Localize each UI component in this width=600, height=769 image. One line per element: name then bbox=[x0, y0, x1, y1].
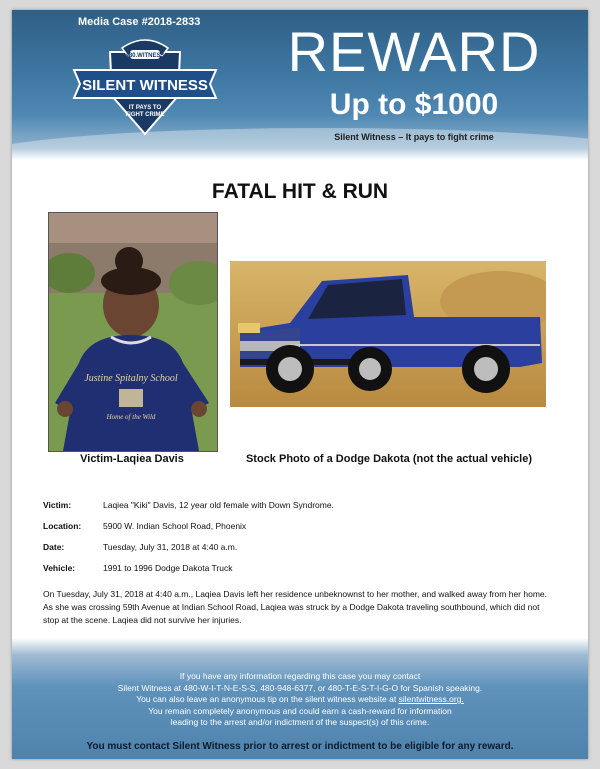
flyer-page bbox=[12, 10, 588, 759]
detail-value: 1991 to 1996 Dodge Dakota Truck bbox=[103, 563, 233, 573]
detail-value: Laqiea "Kiki" Davis, 12 year old female with Down Syndrome. bbox=[103, 500, 334, 510]
victim-shirt-sub-text: Home of the Wild bbox=[106, 413, 156, 421]
victim-photo bbox=[48, 212, 218, 452]
case-narrative: On Tuesday, July 31, 2018 at 4:40 a.m., Laqiea Davis left her residence unbeknownst to her mother, and walked away from her home. As she was crossing 59th Avenue at Indian School Road, Laqiea was struck by a Dodge Dakota traveling southbound, which did not stop at the scene. Laqiea did not survive her injuries. bbox=[43, 589, 547, 625]
logo-top-text: 480.WITNESS bbox=[125, 53, 165, 59]
footer-contact-info bbox=[32, 671, 568, 729]
footer-line-3 bbox=[32, 694, 568, 706]
truck-caption: Stock Photo of a Dodge Dakota (not the actual vehicle) bbox=[245, 453, 533, 465]
detail-label: Vehicle: bbox=[43, 563, 76, 573]
detail-label: Victim: bbox=[43, 500, 72, 510]
header-banner bbox=[12, 10, 588, 160]
detail-value: Tuesday, July 31, 2018 at 4:40 a.m. bbox=[103, 542, 238, 552]
detail-row-victim bbox=[43, 500, 563, 521]
truck-photo bbox=[230, 261, 546, 407]
detail-label: Location: bbox=[43, 521, 82, 531]
logo-sub-text-2: FIGHT CRIME bbox=[125, 112, 165, 118]
footer-eligibility-notice: You must contact Silent Witness prior to arrest or indictment to be eligible for any reward. bbox=[86, 741, 514, 752]
detail-row-location bbox=[43, 521, 563, 542]
footer-line-5: leading to the arrest and/or indictment of the suspect(s) of this crime. bbox=[170, 717, 430, 727]
case-title: FATAL HIT & RUN bbox=[211, 180, 389, 203]
victim-caption: Victim-Laqiea Davis bbox=[80, 453, 184, 465]
footer-line-4: You remain completely anonymous and could earn a cash-reward for information bbox=[148, 705, 452, 716]
silentwitness-website-link[interactable]: silentwitness.org. bbox=[398, 694, 464, 704]
footer-line-1: If you have any information regarding this case you may contact bbox=[179, 671, 421, 681]
media-case-number: Media Case #2018-2833 bbox=[78, 16, 201, 28]
silent-witness-logo bbox=[70, 34, 220, 140]
logo-main-text: SILENT WITNESS bbox=[82, 77, 208, 94]
detail-label: Date: bbox=[43, 542, 65, 552]
reward-amount: Up to $1000 bbox=[329, 88, 499, 121]
victim-shirt-text: Justine Spitalny School bbox=[84, 373, 178, 384]
reward-title: REWARD bbox=[287, 20, 541, 83]
footer-line-2: Silent Witness at 480-W-I-T-N-E-S-S, 480-948-6377, or 480-T-E-S-T-I-G-O for Spanish speaking. bbox=[117, 682, 483, 693]
detail-value: 5900 W. Indian School Road, Phoenix bbox=[103, 521, 247, 531]
case-details bbox=[43, 500, 563, 584]
tagline: Silent Witness – It pays to fight crime bbox=[334, 132, 494, 142]
detail-row-date bbox=[43, 542, 563, 563]
footer-banner bbox=[12, 638, 588, 759]
detail-row-vehicle bbox=[43, 563, 563, 584]
logo-sub-text-1: IT PAYS TO bbox=[128, 105, 162, 111]
footer-line-3-prefix: You can also leave an anonymous tip on the silent witness website at bbox=[136, 694, 399, 704]
